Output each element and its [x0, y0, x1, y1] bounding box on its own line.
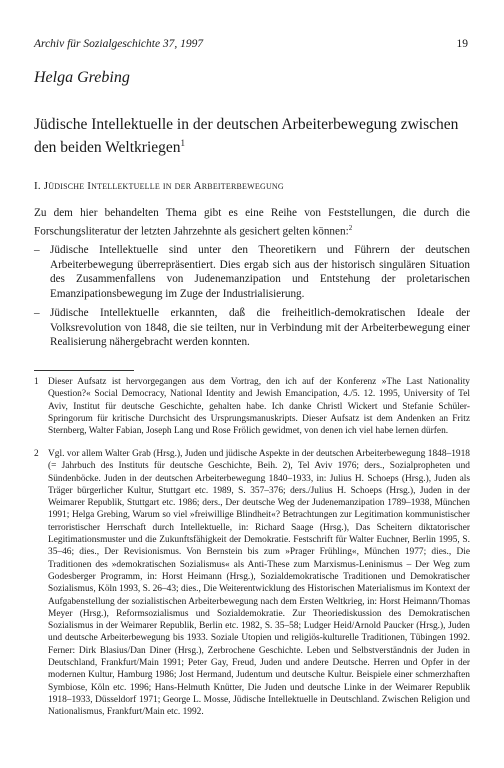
thesis-item: [34, 243, 470, 301]
thesis-item: [34, 306, 470, 350]
section-number: I.: [34, 180, 41, 192]
section-title: Jüdische Intellektuelle in der Arbeiterbewegung: [43, 180, 284, 192]
list-dash: –: [34, 244, 40, 256]
footnote-number: 2: [34, 449, 39, 459]
intro-paragraph: [34, 206, 470, 239]
thesis-text: Jüdische Intellektuelle erkannten, daß die freiheitlich-demokratischen Ideale der Volksrevolution von 1848, die sie teilten, nur in Verbindung mit der Arbeiterbewegung einer Realisierung nähergebracht werden konnten.: [50, 307, 470, 349]
footnote-divider: [34, 370, 134, 371]
author-name: Helga Grebing: [34, 69, 130, 86]
article-title: [34, 115, 474, 157]
footnote-2: [34, 448, 470, 719]
thesis-text: Jüdische Intellektuelle sind unter den Theoretikern und Führern der deutschen Arbeiterbewegung überrepräsentiert. Dies ergab sich aus der historisch singulären Situation des Zusammenfallens von Judenemanzipation und Entstehung der proletarischen Emanzipationsbewegung im Zuge der Industrialisierung.: [50, 244, 470, 300]
footnote-text: Dieser Aufsatz ist hervorgegangen aus dem Vortrag, den ich auf der Konferenz »The Last Nationality Question?« Social Democracy, National Identity and Jewish Emancipation, 4./5. 12. 1995, University of Tel Aviv, Institut für deutsche Geschichte, gehalten habe. Ich danke Christl Wickert und Stefanie Schüler-Springorum für kritische Durchsicht des Ursprungsmanuskripts. Dieser Aufsatz ist dem Andenken an Fritz Sternberg, Walter Fabian, Joseph Lang und Rose Frölich gewidmet, von denen ich viel habe lernen dürfen.: [48, 377, 470, 437]
journal-citation: Archiv für Sozialgeschichte 37, 1997: [34, 38, 204, 50]
section-heading: [34, 180, 284, 192]
footnote-1: [34, 376, 470, 437]
intro-footnote-mark: 2: [348, 223, 353, 232]
page-number: 19: [456, 38, 468, 50]
running-header: [34, 38, 468, 52]
footnote-number: 1: [34, 377, 39, 387]
intro-text: Zu dem hier behandelten Thema gibt es eine Reihe von Feststellungen, die durch die Forschungsliteratur der letzten Jahrzehnte als gesichert gelten können:: [34, 207, 470, 238]
footnote-text: Vgl. vor allem Walter Grab (Hrsg.), Juden und jüdische Aspekte in der deutschen Arbeiterbewegung 1848–1918 (= Jahrbuch des Instituts für deutsche Geschichte, Beih. 2), Tel Aviv 1976; ders., Sozialpropheten und Sündenböcke. Juden in der deutschen Arbeiterbewegung 1840–1933, in: Julius H. Schoeps (Hrsg.), Juden als Träger bürgerlicher Kultur, Stuttgart etc. 1989, S. 357–376; ders./Julius H. Schoeps (Hrsg.), Juden in der Weimarer Republik, Stuttgart etc. 1986; ders., Der deutsche Weg der Judenemanzipation 1789–1938, München 1991; Helga Grebing, Warum so viel »freiwillige Blindheit«? Betrachtungen zur Legitimation kommunistischer terroristischer Herrschaft durch Intellektuelle, in: Richard Saage (Hrsg.), Das Scheitern diktatorischer Legitimationsmuster und die Zukunftsfähigkeit der Demokratie. Festschrift für Walter Euchner, Berlin 1995, S. 35–46; dies., Der Revisionismus. Von Bernstein bis zum »Prager Frühling«, München 1977; dies., Die Traditionen des »demokratischen Sozialismus« als Anti-These zum Marxismus-Leninismus – Der Weg zum Godesberger Programm, in: Horst Heimann (Hrsg.), Sozialdemokratische Traditionen und Demokratischer Sozialismus, Köln 1993, S. 26–43; dies., Die Weiterentwicklung des Historischen Materialismus im Kontext der Aufgabenstellung der sozialistischen Arbeiterbewegung nach dem Ersten Weltkrieg, in: Horst Heimann/Thomas Meyer (Hrsg.), Reformsozialismus und Sozialdemokratie. Zur Theoriediskussion des Demokratischen Sozialismus in der Weimarer Republik, Berlin etc. 1982, S. 35–58; Ludger Heid/Arnold Paucker (Hrsg.), Juden und deutsche Arbeiterbewegung bis 1933. Soziale Utopien und religiös-kulturelle Traditionen, Tübingen 1992. Ferner: Dirk Blasius/Dan Diner (Hrsg.), Zerbrochene Geschichte. Leben und Selbstverständnis der Juden in Deutschland, Frankfurt/Main 1991; Peter Gay, Freud, Juden und andere Deutsche. Herren und Opfer in der modernen Kultur, Hamburg 1986; Jost Hermand, Judentum und deutsche Kultur. Beispiele einer schmerzhaften Symbiose, Köln etc. 1996; Hans-Helmuth Knütter, Die Juden und deutsche Linke in der Weimarer Republik 1918–1933, Düsseldorf 1971; George L. Mosse, Jüdische Intellektuelle in Deutschland. Zwischen Religion und Nationalismus, Frankfurt/Main etc. 1992.: [48, 449, 470, 718]
article-title-text: Jüdische Intellektuelle in der deutschen Arbeiterbewegung zwischen den beiden Weltkriegen: [34, 116, 459, 157]
list-dash: –: [34, 307, 40, 319]
title-footnote-mark: 1: [180, 138, 186, 148]
